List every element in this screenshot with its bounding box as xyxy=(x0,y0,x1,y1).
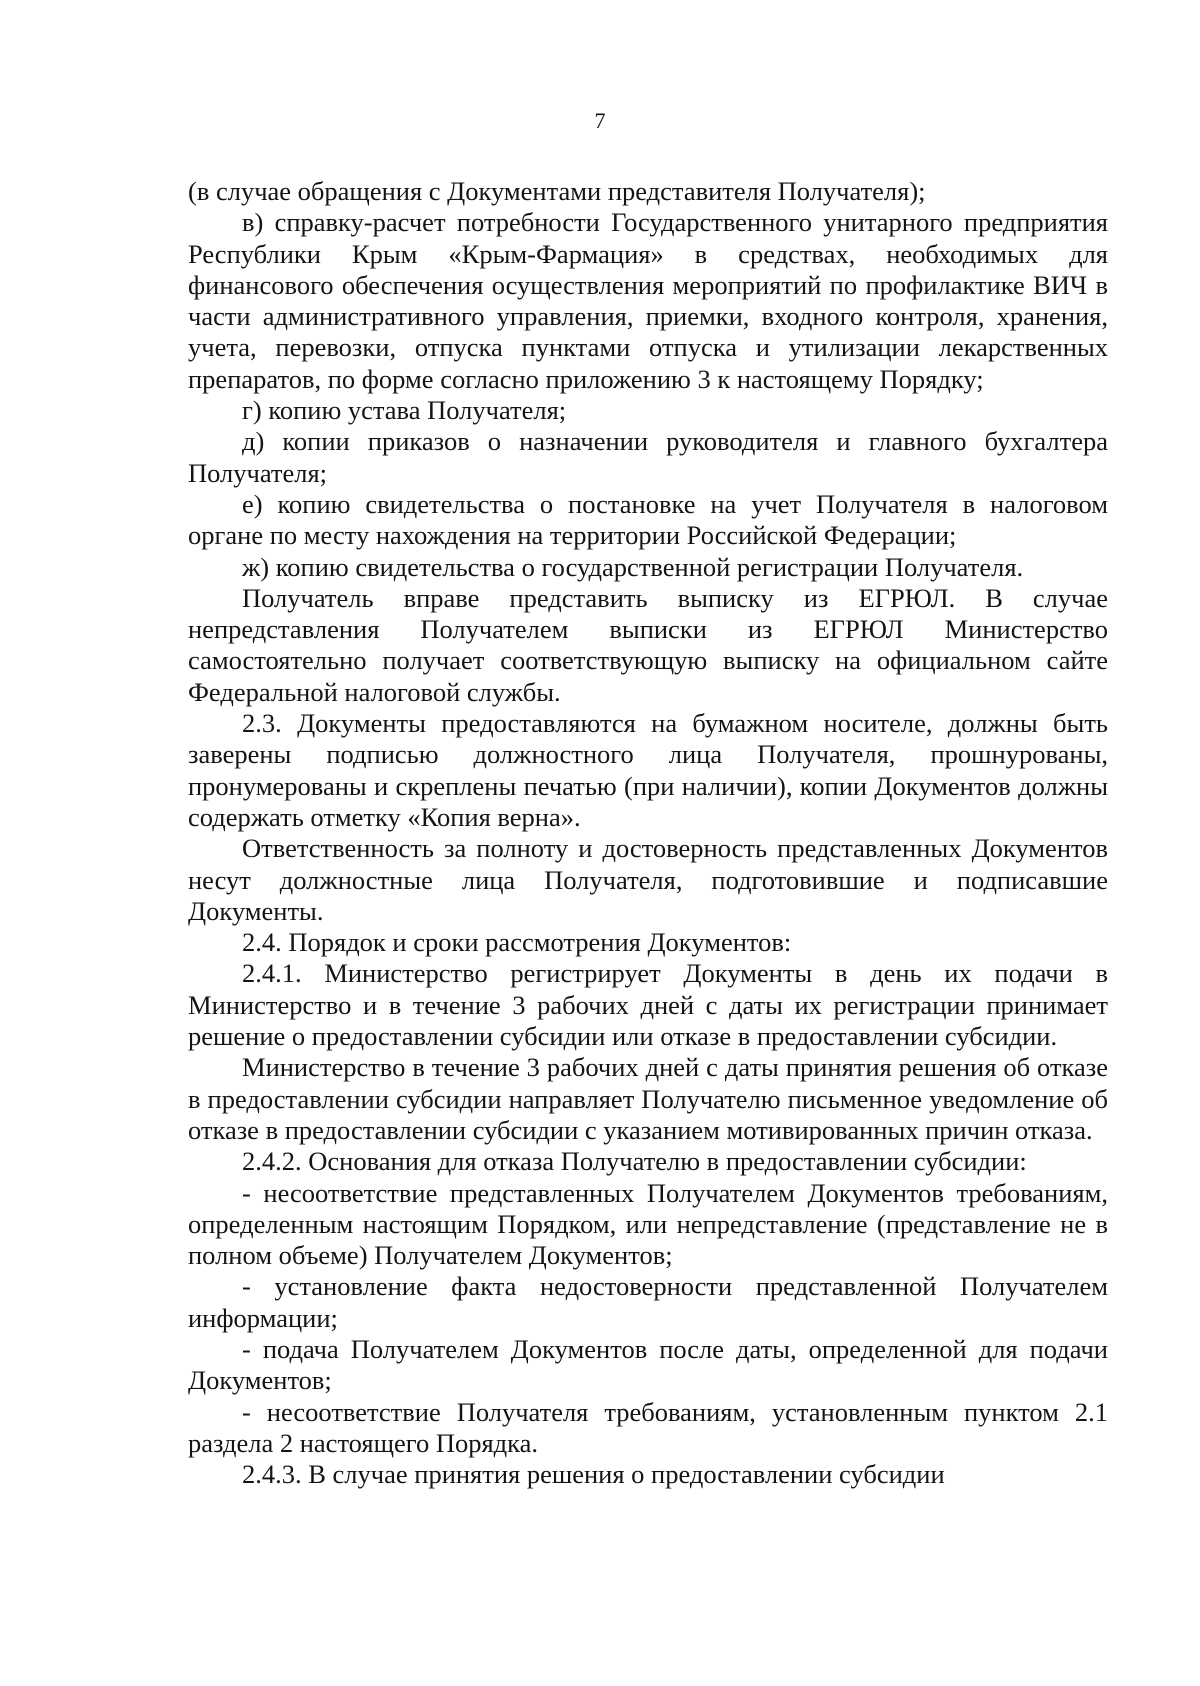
paragraph-2-3-documents: 2.3. Документы предоставляются на бумажном носителе, должны быть заверены подписью должностного лица Получателя, прошнурованы, пронумерованы и скреплены печатью (при наличии), копии Документов должны содержать отметку «Копия верна». xyxy=(188,708,1108,832)
paragraph-item-d-orders: д) копии приказов о назначении руководителя и главного бухгалтера Получателя; xyxy=(188,426,1108,488)
paragraph-2-4-2-grounds: 2.4.2. Основания для отказа Получателю в предоставлении субсидии: xyxy=(242,1146,1027,1177)
paragraph-responsibility: Ответственность за полноту и достоверность представленных Документов несут должностные лица Получателя, подготовившие и подписавшие Документы. xyxy=(188,833,1108,926)
paragraph-ground-late-submission: - подача Получателем Документов после даты, определенной для подачи Документов; xyxy=(188,1333,1108,1396)
paragraph-2-4-procedure: 2.4. Порядок и сроки рассмотрения Документов: xyxy=(242,927,792,958)
paragraph-refusal-notice: Министерство в течение 3 рабочих дней с даты принятия решения об отказе в предоставлении субсидии направляет Получателю письменное уведомление об отказе в предоставлении субсидии с указанием мотивированных причин отказа. xyxy=(188,1052,1108,1145)
paragraph-2-4-3-decision: 2.4.3. В случае принятия решения о предоставлении субсидии xyxy=(242,1459,945,1490)
paragraph-item-v-calculation: в) справку-расчет потребности Государственного унитарного предприятия Республики Крым «Крым-Фармация» в средствах, необходимых для финансового обеспечения осуществления мероприятий по профилактике ВИЧ в части административного управления, приемки, входного контроля, хранения, учета, перевозки, отпуска пунктами отпуска и утилизации лекарственных препаратов, по форме согласно приложению 3 к настоящему Порядку; xyxy=(188,207,1108,394)
paragraph-item-e-tax-certificate: е) копию свидетельства о постановке на учет Получателя в налоговом органе по месту нахождения на территории Российской Федерации; xyxy=(188,488,1108,551)
paragraph-item-zh-registration-certificate: ж) копию свидетельства о государственной регистрации Получателя. xyxy=(242,551,1024,582)
paragraph-ground-noncompliance-documents: - несоответствие представленных Получателем Документов требованиям, определенным настоящим Порядком, или непредставление (представление не в полном объеме) Получателем Документов; xyxy=(188,1177,1108,1271)
paragraph-ground-noncompliance-requirements: - несоответствие Получателя требованиям, установленным пунктом 2.1 раздела 2 настоящего Порядка. xyxy=(188,1396,1108,1458)
paragraph-2-4-1-registration: 2.4.1. Министерство регистрирует Документы в день их подачи в Министерство и в течение 3 рабочих дней с даты их регистрации принимает решение о предоставлении субсидии или отказе в предоставлении субсидии. xyxy=(188,958,1108,1052)
paragraph-item-g-charter: г) копию устава Получателя; xyxy=(242,395,567,426)
paragraph-ground-false-information: - установление факта недостоверности представленной Получателем информации; xyxy=(188,1271,1108,1333)
paragraph-representative-note: (в случае обращения с Документами представителя Получателя); xyxy=(188,176,926,206)
paragraph-egrul-extract: Получатель вправе представить выписку из ЕГРЮЛ. В случае непредставления Получателем выписки из ЕГРЮЛ Министерство самостоятельно получает соответствующую выписку на официальном сайте Федеральной налоговой службы. xyxy=(188,582,1108,707)
document-body xyxy=(188,176,1108,1490)
page-number: 7 xyxy=(594,108,606,133)
